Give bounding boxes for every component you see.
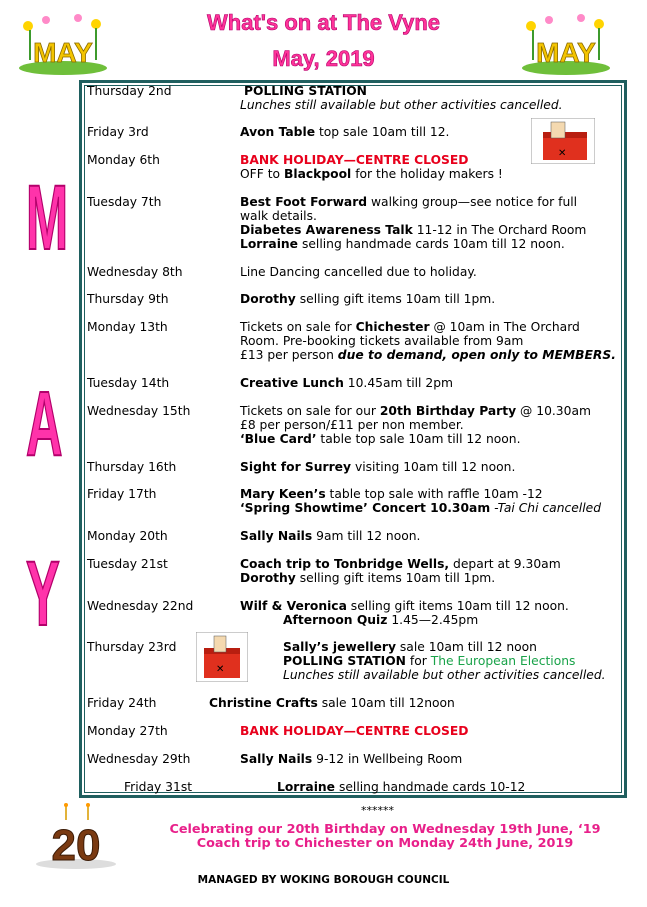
event-day: Monday 20th bbox=[87, 529, 168, 543]
event-day: Wednesday 8th bbox=[87, 265, 183, 279]
event-text: Creative Lunch 10.45am till 2pm bbox=[240, 376, 453, 390]
event-day: Tuesday 7th bbox=[87, 195, 162, 209]
side-letter-a: A bbox=[26, 373, 63, 475]
event-text: Diabetes Awareness Talk 11-12 in The Orchard Room bbox=[240, 223, 587, 237]
svg-text:✕: ✕ bbox=[558, 148, 567, 159]
footer-birthday-line: Celebrating our 20th Birthday on Wednesday 19th June, ‘19 bbox=[169, 822, 601, 837]
event-text: OFF to Blackpool for the holiday makers ! bbox=[240, 167, 503, 181]
event-day: Thursday 2nd bbox=[87, 84, 172, 98]
event-day: Thursday 9th bbox=[87, 292, 169, 306]
footer-coach-line: Coach trip to Chichester on Monday 24th June, 2019 bbox=[196, 836, 574, 851]
event-text: Dorothy selling gift items 10am till 1pm. bbox=[240, 571, 496, 585]
svg-text:20: 20 bbox=[51, 821, 101, 870]
event-text: Wilf & Veronica selling gift items 10am till 12 noon. bbox=[240, 599, 569, 613]
event-day: Friday 17th bbox=[87, 487, 157, 501]
svg-text:MAY: MAY bbox=[536, 37, 596, 68]
event-day: Friday 3rd bbox=[87, 125, 149, 139]
may-flower-badge-icon bbox=[519, 10, 613, 76]
event-text: Lunches still available but other activities cancelled. bbox=[240, 98, 563, 112]
event-text: POLLING STATION bbox=[244, 84, 367, 98]
event-text: BANK HOLIDAY—CENTRE CLOSED bbox=[240, 153, 469, 167]
event-text: ‘Spring Showtime’ Concert 10.30am -Tai Chi cancelled bbox=[240, 501, 602, 515]
page-subtitle: May, 2019 bbox=[272, 46, 375, 71]
event-day: Wednesday 29th bbox=[87, 752, 191, 766]
event-text: Sally Nails 9am till 12 noon. bbox=[240, 529, 421, 543]
event-text: ‘Blue Card’ table top sale 10am till 12 noon. bbox=[240, 432, 521, 446]
event-text: walk details. bbox=[240, 209, 317, 223]
side-letter-m: M bbox=[26, 167, 69, 269]
event-day: Friday 24th bbox=[87, 696, 157, 710]
event-text: POLLING STATION for The European Elections bbox=[283, 654, 576, 668]
event-text: Avon Table top sale 10am till 12. bbox=[240, 125, 450, 139]
event-text: £13 per person due to demand, open only to MEMBERS. bbox=[240, 348, 616, 362]
event-day: Thursday 16th bbox=[87, 460, 177, 474]
footer-stars: ****** bbox=[361, 804, 394, 817]
svg-text:✕: ✕ bbox=[216, 664, 225, 675]
event-day: Monday 6th bbox=[87, 153, 160, 167]
event-text: Room. Pre-booking tickets available from 9am bbox=[240, 334, 524, 348]
event-text: Tickets on sale for Chichester @ 10am in The Orchard bbox=[240, 320, 580, 334]
event-day: Tuesday 14th bbox=[87, 376, 170, 390]
event-text: Mary Keen’s table top sale with raffle 10am -12 bbox=[240, 487, 543, 501]
event-day: Thursday 23rd bbox=[87, 640, 177, 654]
event-day: Monday 13th bbox=[87, 320, 168, 334]
event-text: Sally’s jewellery sale 10am till 12 noon bbox=[283, 640, 537, 654]
event-day: Tuesday 21st bbox=[87, 557, 168, 571]
event-day: Monday 27th bbox=[87, 724, 168, 738]
may-flower-badge-icon bbox=[16, 10, 110, 76]
event-day: Wednesday 22nd bbox=[87, 599, 194, 613]
event-text: Best Foot Forward walking group—see notice for full bbox=[240, 195, 578, 209]
event-text: Christine Crafts sale 10am till 12noon bbox=[209, 696, 455, 710]
event-text: Lorraine selling handmade cards 10am till 12 noon. bbox=[240, 237, 565, 251]
event-text: Sight for Surrey visiting 10am till 12 noon. bbox=[240, 460, 516, 474]
ballot-box-icon bbox=[531, 118, 595, 164]
event-text: Sally Nails 9-12 in Wellbeing Room bbox=[240, 752, 463, 766]
event-text: Line Dancing cancelled due to holiday. bbox=[240, 265, 477, 279]
event-day: Wednesday 15th bbox=[87, 404, 191, 418]
managed-by: MANAGED BY WOKING BOROUGH COUNCIL bbox=[197, 874, 450, 886]
event-text: Lorraine selling handmade cards 10-12 bbox=[277, 780, 526, 794]
event-text: Tickets on sale for our 20th Birthday Party @ 10.30am bbox=[240, 404, 591, 418]
event-text: BANK HOLIDAY—CENTRE CLOSED bbox=[240, 724, 469, 738]
page-title: What's on at The Vyne bbox=[207, 10, 440, 35]
side-letter-y: Y bbox=[26, 543, 60, 645]
svg-text:MAY: MAY bbox=[33, 37, 93, 68]
event-text: Coach trip to Tonbridge Wells, depart at 9.30am bbox=[240, 557, 561, 571]
event-text: Lunches still available but other activities cancelled. bbox=[283, 668, 606, 682]
event-day: Friday 31st bbox=[124, 780, 193, 794]
ballot-box-icon bbox=[196, 632, 248, 682]
event-text: Afternoon Quiz 1.45—2.45pm bbox=[283, 613, 479, 627]
event-text: Dorothy selling gift items 10am till 1pm. bbox=[240, 292, 496, 306]
event-text: £8 per person/£11 per non member. bbox=[240, 418, 464, 432]
